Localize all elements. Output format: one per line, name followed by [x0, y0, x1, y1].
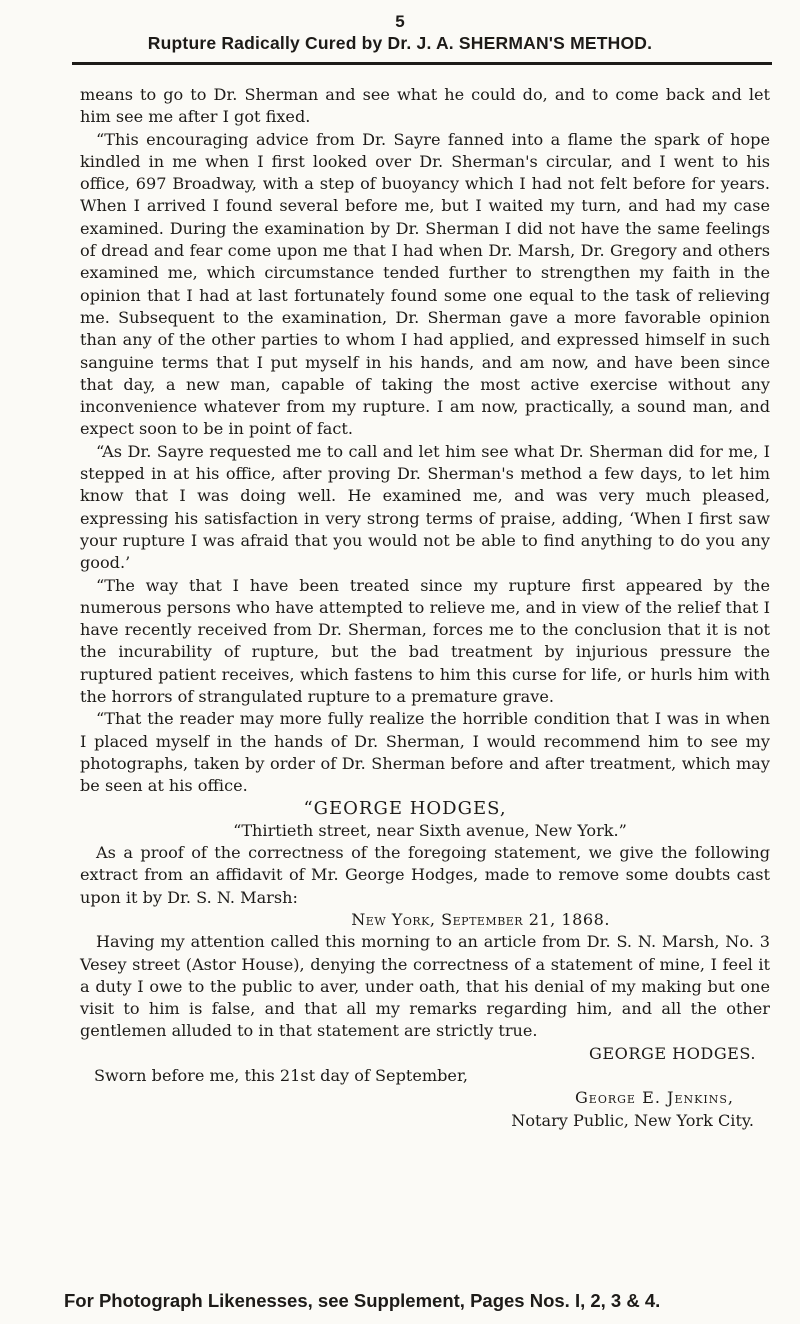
signature-address: “Thirtieth street, near Sixth avenue, New York.”	[233, 820, 627, 840]
paragraph-3: “As Dr. Sayre requested me to call and let him see what Dr. Sherman did for me, I stepped in at his office, after proving Dr. Sherman's method a few days, to let him know that I was doing well. He examined me, and was very much pleased, expressing his satisfaction in very strong terms of praise, adding, ‘When I first saw your rupture I was afraid that you would not be able to find anything to do you any good.’	[80, 441, 770, 573]
footer-note: For Photograph Likenesses, see Supplement, Pages Nos. I, 2, 3 & 4.	[64, 1290, 661, 1311]
paragraph-5: “That the reader may more fully realize the horrible condition that I was in when I placed myself in the hands of Dr. Sherman, I would recommend him to see my photographs, taken by order of Dr. Sherman before and after treatment, which may be seen at his office.	[80, 709, 770, 796]
body-text	[80, 84, 770, 1132]
affidavit-intro: As a proof of the correctness of the foregoing statement, we give the following extract from an affidavit of Mr. George Hodges, made to remove some doubts cast upon it by Dr. S. N. Marsh:	[80, 843, 770, 907]
notary-name: George E. Jenkins,	[574, 1088, 734, 1108]
running-head: Rupture Radically Cured by Dr. J. A. SHERMAN'S METHOD.	[147, 33, 653, 53]
affidavit-text: Having my attention called this morning to an article from Dr. S. N. Marsh, No. 3 Vesey street (Astor House), denying the correctness of a statement of mine, I feel it a duty I owe to the public to aver, under oath, that his denial of my making but one visit to him is false, and that all my remarks regarding him, and all the other gentlemen alluded to in that statement are strictly true.	[80, 932, 770, 1041]
affidavit-signature: GEORGE HODGES.	[589, 1043, 756, 1063]
notary-title: Notary Public, New York City.	[511, 1110, 754, 1130]
page-number: 5	[395, 12, 405, 31]
paragraph-1: means to go to Dr. Sherman and see what he could do, and to come back and let him see me after I got fixed.	[80, 85, 770, 127]
affidavit-dateline: New York, September 21, 1868.	[351, 909, 610, 929]
sworn-line: Sworn before me, this 21st day of September,	[94, 1066, 468, 1086]
paragraph-4: “The way that I have been treated since my rupture first appeared by the numerous persons who have attempted to relieve me, and in view of the relief that I have recently received from Dr. Sherman, forces me to the conclusion that it is not the incurability of rupture, but the bad treatment by injurious pressure the ruptured patient receives, which fastens to him this curse for life, or hurls him with the horrors of strangulated rupture to a premature grave.	[80, 575, 770, 707]
signature-name: “GEORGE HODGES,	[303, 797, 507, 819]
paragraph-2: “This encouraging advice from Dr. Sayre fanned into a flame the spark of hope kindled in me when I first looked over Dr. Sherman's circular, and I went to his office, 697 Broadway, with a step of buoyancy which I had not felt before for years. When I arrived I found several before me, but I waited my turn, and had my case examined. During the examination by Dr. Sherman I did not have the same feelings of dread and fear come upon me that I had when Dr. Marsh, Dr. Gregory and others examined me, which circumstance tended further to strengthen my faith in the opinion that I had at last fortunately found some one equal to the task of relieving me. Subsequent to the examination, Dr. Sherman gave a more favorable opinion than any of the other parties to whom I had applied, and expressed himself in such sanguine terms that I put myself in his hands, and am now, and have been since that day, a new man, capable of taking the most active exercise without any inconvenience whatever from my rupture. I am now, practically, a sound man, and expect soon to be in point of fact.	[80, 129, 770, 439]
header-rule	[72, 62, 772, 65]
